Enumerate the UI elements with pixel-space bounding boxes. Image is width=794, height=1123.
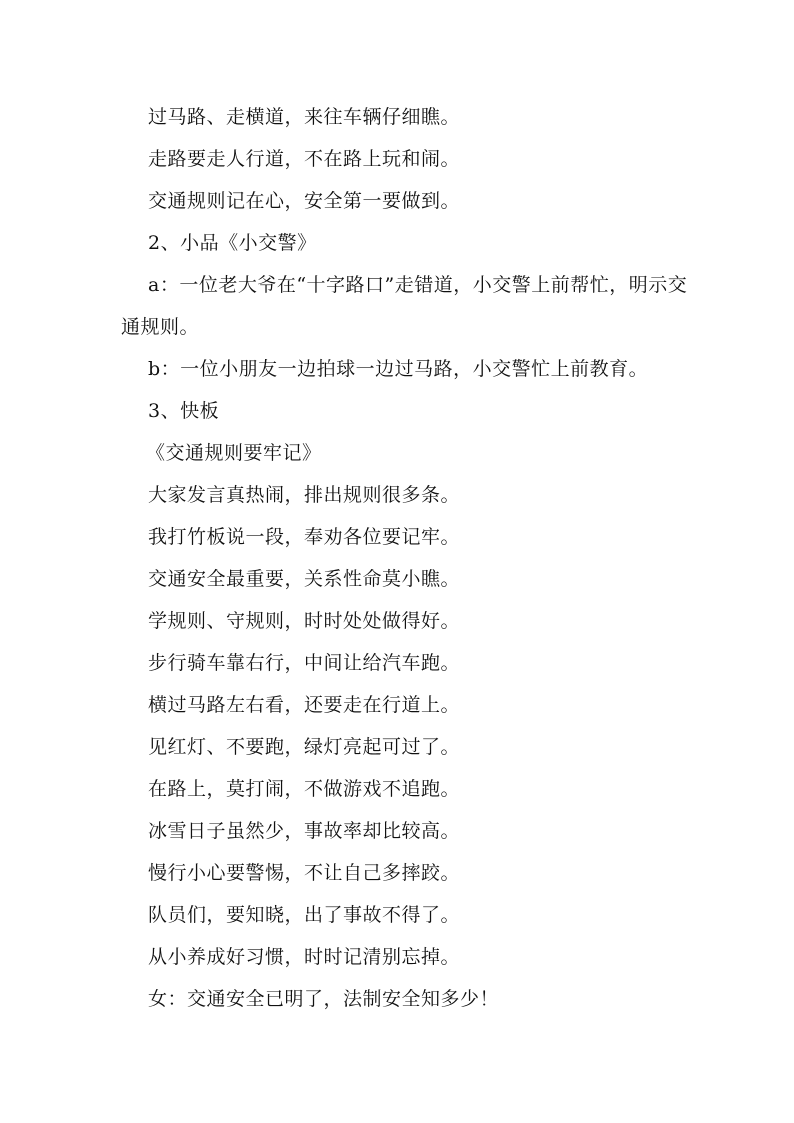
verse-line: 横过马路左右看，还要走在行道上。 [148,694,461,716]
text-line-continuation: 通规则。 [121,316,200,338]
text-line: 走路要走人行道，不在路上玩和闹。 [148,148,461,170]
section-heading: 3、快板 [148,400,220,422]
text-line: 过马路、走横道，来往车辆仔细瞧。 [148,106,461,128]
verse-line: 学规则、守规则，时时处处做得好。 [148,610,461,632]
text-line: 交通规则记在心，安全第一要做到。 [148,190,461,212]
verse-line: 在路上，莫打闹，不做游戏不追跑。 [148,778,461,800]
clapper-title: 《交通规则要牢记》 [146,442,322,464]
verse-line: 大家发言真热闹，排出规则很多条。 [148,484,461,506]
verse-line: 见红灯、不要跑，绿灯亮起可过了。 [148,736,461,758]
verse-line: 步行骑车靠右行，中间让给汽车跑。 [148,652,461,674]
text-line: b：一位小朋友一边拍球一边过马路，小交警忙上前教育。 [148,358,649,380]
verse-line: 队员们，要知晓，出了事故不得了。 [148,904,461,926]
section-heading: 2、小品《小交警》 [148,232,317,254]
verse-line: 冰雪日子虽然少，事故率却比较高。 [148,820,461,842]
verse-line: 从小养成好习惯，时时记清别忘掉。 [148,946,461,968]
verse-line: 慢行小心要警惕，不让自己多摔跤。 [148,862,461,884]
dialogue-line: 女：交通安全已明了，法制安全知多少！ [148,988,500,1010]
verse-line: 交通安全最重要，关系性命莫小瞧。 [148,568,461,590]
verse-line: 我打竹板说一段，奉劝各位要记牢。 [148,526,461,548]
text-line: a：一位老大爷在“十字路口”走错道，小交警上前帮忙，明示交 [148,274,688,296]
